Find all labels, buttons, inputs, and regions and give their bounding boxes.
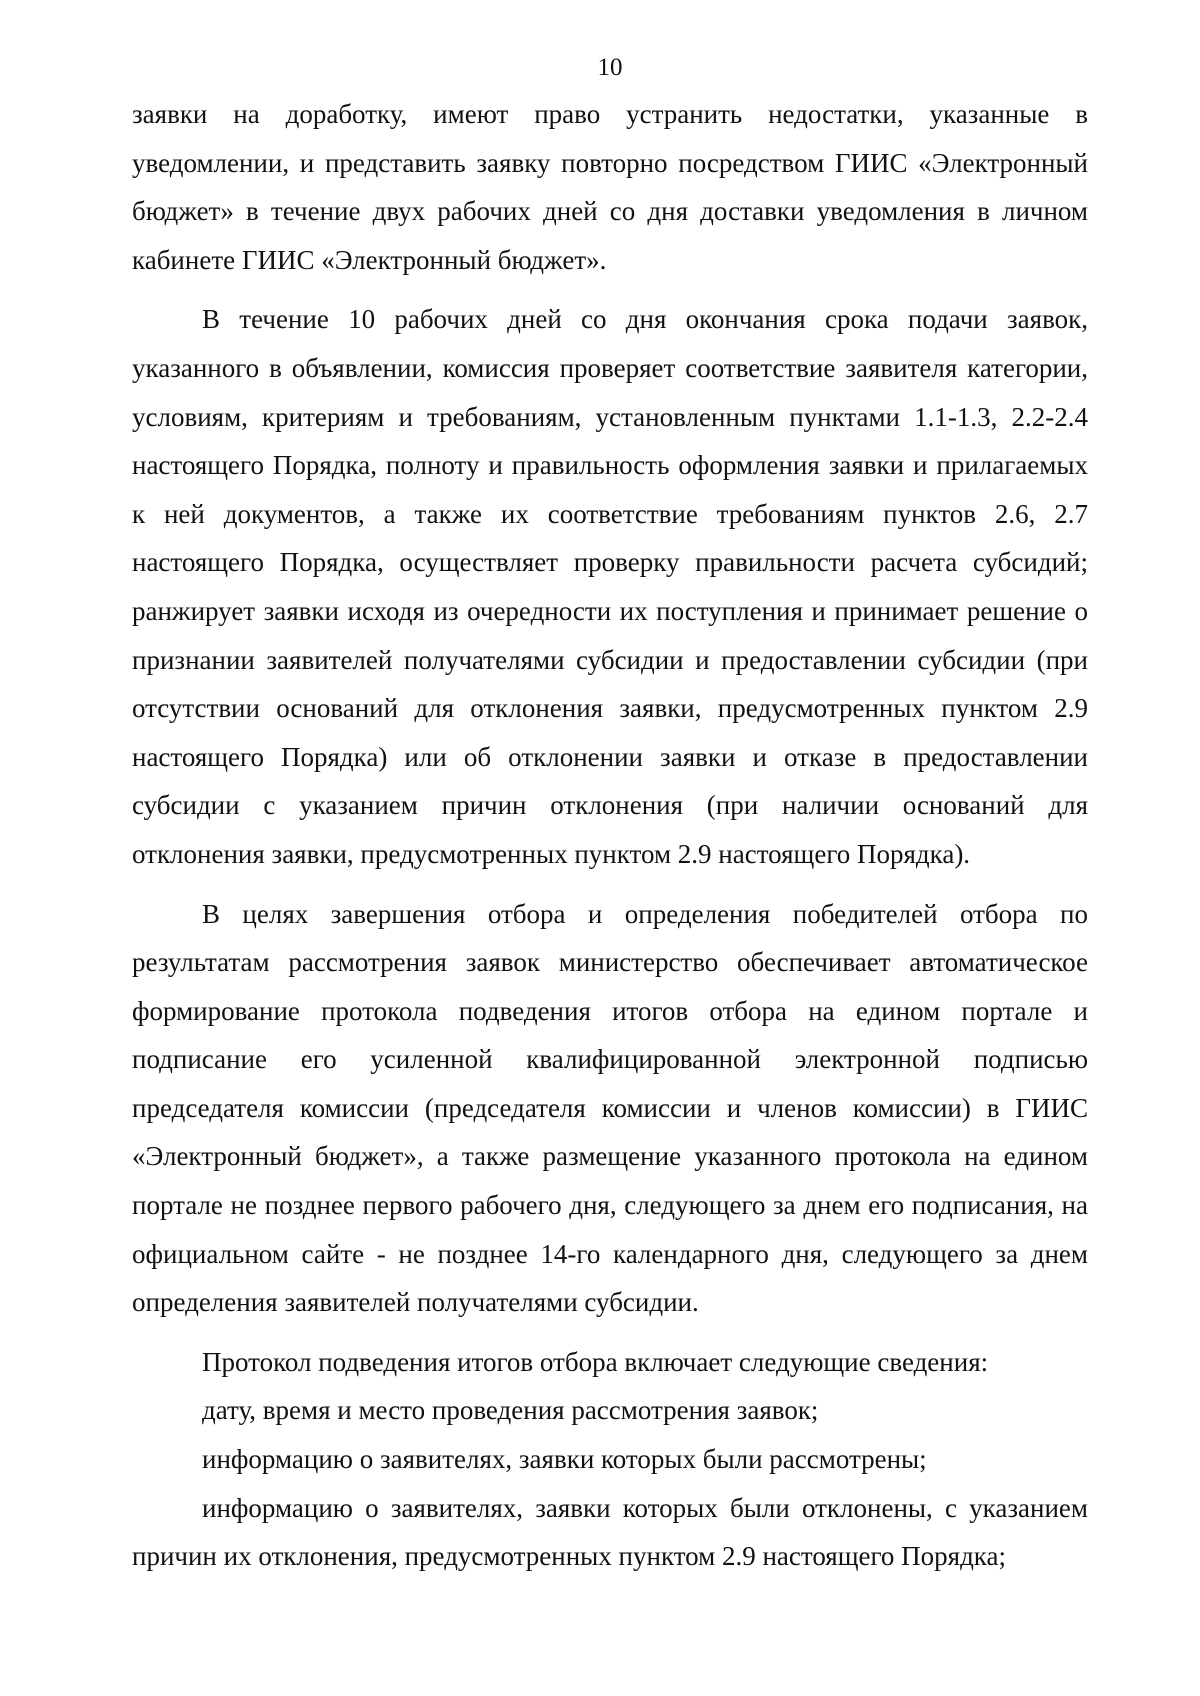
paragraph-selection-completion: В целях завершения отбора и определения победителей отбора по результатам рассмотрения заявок министерство обеспечивает автоматическое формирование протокола подведения итогов отбора на едином портале и подписание его усиленной квалифицированной электронной подписью председателя комиссии (председателя комиссии и членов комиссии) в ГИИС «Электронный бюджет», а также размещение указанного протокола на едином портале не позднее первого рабочего дня, следующего за днем его подписания, на официальном сайте - не позднее 14-го календарного дня, следующего за днем определения заявителей получателями субсидии. bbox=[132, 898, 1088, 1318]
list-item: информацию о заявителях, заявки которых были рассмотрены; bbox=[202, 1444, 927, 1475]
document-body bbox=[132, 90, 1088, 1581]
list-item: дату, время и место проведения рассмотрения заявок; bbox=[202, 1395, 819, 1426]
paragraph-protocol-intro: Протокол подведения итогов отбора включает следующие сведения: bbox=[202, 1346, 989, 1377]
paragraph-continuation: заявки на доработку, имеют право устранить недостатки, указанные в уведомлении, и представить заявку повторно посредством ГИИС «Электронный бюджет» в течение двух рабочих дней со дня доставки уведомления в личном кабинете ГИИС «Электронный бюджет». bbox=[132, 99, 1088, 275]
list-item: информацию о заявителях, заявки которых были отклонены, с указанием причин их отклонения, предусмотренных пунктом 2.9 настоящего Порядка; bbox=[132, 1492, 1088, 1572]
paragraph-commission-review: В течение 10 рабочих дней со дня окончания срока подачи заявок, указанного в объявлении, комиссия проверяет соответствие заявителя категории, условиям, критериям и требованиям, установленным пунктами 1.1-1.3, 2.2-2.4 настоящего Порядка, полноту и правильность оформления заявки и прилагаемых к ней документов, а также их соответствие требованиям пунктов 2.6, 2.7 настоящего Порядка, осуществляет проверку правильности расчета субсидий; ранжирует заявки исходя из очередности их поступления и принимает решение о признании заявителей получателями субсидии и предоставлении субсидии (при отсутствии оснований для отклонения заявки, предусмотренных пунктом 2.9 настоящего Порядка) или об отклонении заявки и отказе в предоставлении субсидии с указанием причин отклонения (при наличии оснований для отклонения заявки, предусмотренных пунктом 2.9 настоящего Порядка). bbox=[132, 304, 1088, 869]
page-number: 10 bbox=[597, 54, 623, 81]
